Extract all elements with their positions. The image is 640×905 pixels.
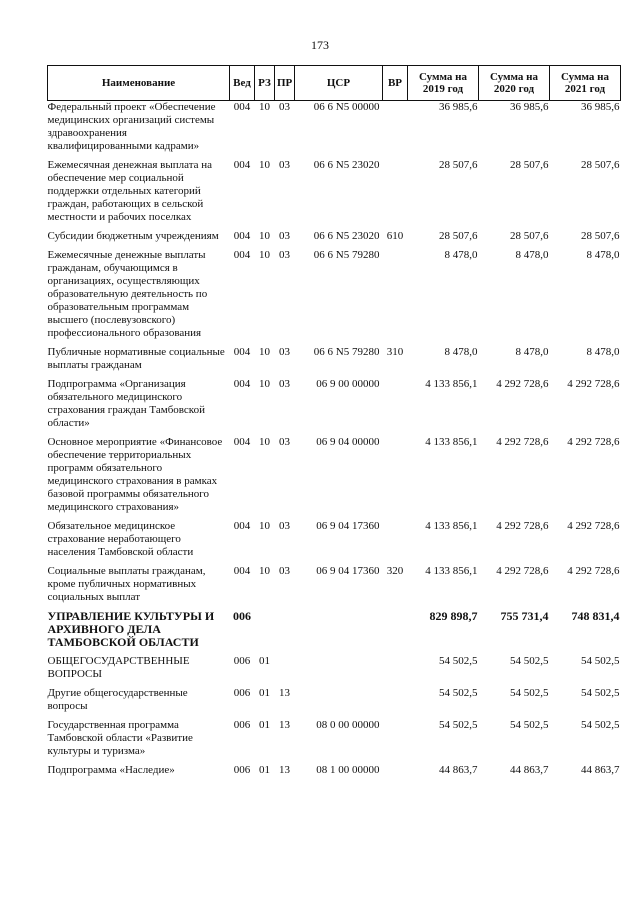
row-pr: 03	[279, 346, 290, 358]
row-sum-2021: 4 292 728,6	[567, 378, 620, 390]
row-sum-2020: 28 507,6	[510, 230, 549, 242]
row-name: Субсидии бюджетным учреждениям	[47, 230, 219, 242]
row-csr: 06 9 04 00000	[316, 436, 380, 448]
row-name: Публичные нормативные социальные выплаты гражданам	[47, 346, 225, 371]
header-sum-2021: Сумма на 2021 год	[550, 66, 621, 101]
row-rz	[255, 610, 275, 655]
row-sum-2019: 54 502,5	[439, 687, 478, 699]
row-vr: 320	[386, 565, 404, 577]
row-rz: 10	[259, 249, 270, 261]
row-ved: 004	[233, 230, 251, 242]
row-name: Социальные выплаты гражданам, кроме публичных нормативных социальных выплат	[47, 565, 206, 603]
row-sum-2021: 4 292 728,6	[567, 436, 620, 448]
row-pr: 03	[279, 565, 290, 577]
row-sum-2019: 44 863,7	[439, 764, 478, 776]
row-ved: 004	[233, 520, 251, 532]
row-name: Основное мероприятие «Финансовое обеспечение территориальных программ обязательного медицинского страхования в рамках базовой программы обязательного медицинского страхования»	[47, 436, 223, 513]
row-sum-2021: 54 502,5	[581, 687, 620, 699]
row-vr	[383, 719, 408, 764]
row-name: Подпрограмма «Организация обязательного медицинского страхования граждан Тамбовской области»	[47, 378, 205, 429]
row-ved: 004	[233, 159, 251, 171]
row-vr	[383, 101, 408, 160]
row-sum-2019: 4 133 856,1	[425, 378, 478, 390]
row-sum-2019: 36 985,6	[439, 101, 478, 113]
row-sum-2021: 28 507,6	[581, 159, 620, 171]
row-name: Ежемесячная денежная выплата на обеспечение мер социальной поддержки отдельных категорий граждан, работающих в сельской местности и рабочих поселках	[47, 159, 213, 223]
row-rz: 10	[259, 346, 270, 358]
row-sum-2020: 755 731,4	[500, 609, 549, 623]
page-number: 173	[311, 38, 329, 52]
row-sum-2020: 54 502,5	[510, 719, 549, 731]
row-name: Обязательное медицинское страхование неработающего населения Тамбовской области	[47, 520, 194, 558]
row-sum-2019: 28 507,6	[439, 159, 478, 171]
row-pr: 13	[279, 687, 290, 699]
table-row	[48, 764, 621, 783]
header-vr: ВР	[383, 66, 408, 101]
row-sum-2019: 4 133 856,1	[425, 520, 478, 532]
row-vr	[383, 249, 408, 346]
row-sum-2021: 28 507,6	[581, 230, 620, 242]
row-ved: 004	[233, 249, 251, 261]
row-name: Федеральный проект «Обеспечение медицинских организаций системы здравоохранения квалифицированными кадрами»	[47, 101, 216, 152]
header-ved: Вед	[230, 66, 255, 101]
table-row	[48, 230, 621, 249]
row-rz: 01	[259, 655, 270, 667]
row-vr	[383, 378, 408, 436]
row-csr: 06 9 00 00000	[316, 378, 380, 390]
row-name: Государственная программа Тамбовской области «Развитие культуры и туризма»	[47, 719, 193, 757]
table-body	[48, 101, 621, 784]
row-sum-2020: 54 502,5	[510, 687, 549, 699]
row-csr: 06 6 N5 79280	[313, 249, 380, 261]
row-sum-2020: 8 478,0	[515, 346, 549, 358]
row-pr: 03	[279, 230, 290, 242]
table-row	[48, 346, 621, 378]
row-vr	[383, 655, 408, 687]
row-name: УПРАВЛЕНИЕ КУЛЬТУРЫ И АРХИВНОГО ДЕЛА ТАМБОВСКОЙ ОБЛАСТИ	[47, 609, 215, 649]
row-sum-2021: 4 292 728,6	[567, 520, 620, 532]
table-row	[48, 687, 621, 719]
table-row	[48, 378, 621, 436]
row-csr: 06 6 N5 79280	[313, 346, 380, 358]
row-sum-2019: 4 133 856,1	[425, 565, 478, 577]
row-sum-2021: 54 502,5	[581, 655, 620, 667]
row-vr	[383, 764, 408, 783]
row-vr: 610	[386, 230, 404, 242]
row-sum-2021: 8 478,0	[586, 346, 620, 358]
row-sum-2021: 4 292 728,6	[567, 565, 620, 577]
row-pr: 03	[279, 520, 290, 532]
table-row	[48, 101, 621, 160]
row-ved: 004	[233, 565, 251, 577]
row-vr	[383, 159, 408, 230]
table-row	[48, 249, 621, 346]
row-rz: 10	[259, 565, 270, 577]
row-sum-2020: 4 292 728,6	[496, 520, 549, 532]
row-vr	[383, 610, 408, 655]
table-row	[48, 159, 621, 230]
row-name: Ежемесячные денежные выплаты гражданам, обучающимся в организациях, осуществляющих образовательную деятельность по образовательным программам высшего (послевузовского) профессионального образования	[47, 249, 208, 339]
row-csr: 08 1 00 00000	[316, 764, 380, 776]
row-sum-2021: 8 478,0	[586, 249, 620, 261]
table-header	[48, 66, 621, 101]
row-rz: 10	[259, 378, 270, 390]
row-name: ОБЩЕГОСУДАРСТВЕННЫЕ ВОПРОСЫ	[47, 655, 190, 680]
row-vr: 310	[386, 346, 404, 358]
row-csr	[295, 610, 383, 655]
row-csr	[295, 655, 383, 687]
row-sum-2021: 748 831,4	[571, 609, 620, 623]
row-rz: 10	[259, 101, 270, 113]
row-rz: 10	[259, 520, 270, 532]
row-name: Другие общегосударственные вопросы	[47, 687, 188, 712]
row-sum-2020: 4 292 728,6	[496, 436, 549, 448]
row-vr	[383, 687, 408, 719]
header-csr: ЦСР	[295, 66, 383, 101]
row-sum-2020: 4 292 728,6	[496, 565, 549, 577]
row-ved: 004	[233, 436, 251, 448]
header-name: Наименование	[48, 66, 230, 101]
row-rz: 01	[259, 687, 270, 699]
row-ved: 006	[233, 687, 251, 699]
budget-table	[47, 65, 621, 783]
row-pr: 03	[279, 378, 290, 390]
row-sum-2020: 54 502,5	[510, 655, 549, 667]
row-csr: 06 6 N5 23020	[313, 159, 380, 171]
row-ved: 006	[233, 764, 251, 776]
row-csr: 06 9 04 17360	[316, 565, 380, 577]
row-vr	[383, 436, 408, 520]
table-row	[48, 520, 621, 565]
row-sum-2019: 8 478,0	[444, 346, 478, 358]
row-sum-2021: 44 863,7	[581, 764, 620, 776]
row-csr: 06 9 04 17360	[316, 520, 380, 532]
row-sum-2019: 4 133 856,1	[425, 436, 478, 448]
row-sum-2020: 8 478,0	[515, 249, 549, 261]
row-rz: 01	[259, 719, 270, 731]
row-sum-2020: 4 292 728,6	[496, 378, 549, 390]
row-ved: 004	[233, 378, 251, 390]
row-pr	[275, 655, 295, 687]
row-ved: 006	[233, 719, 251, 731]
row-pr: 13	[279, 764, 290, 776]
header-sum-2019: Сумма на 2019 год	[408, 66, 479, 101]
row-pr: 13	[279, 719, 290, 731]
row-ved: 004	[233, 346, 251, 358]
row-sum-2020: 28 507,6	[510, 159, 549, 171]
table-row	[48, 719, 621, 764]
row-vr	[383, 520, 408, 565]
row-pr: 03	[279, 101, 290, 113]
header-pr: ПР	[275, 66, 295, 101]
row-sum-2019: 829 898,7	[429, 609, 478, 623]
row-csr: 06 6 N5 00000	[313, 101, 380, 113]
row-sum-2019: 28 507,6	[439, 230, 478, 242]
row-sum-2019: 54 502,5	[439, 719, 478, 731]
header-rz: РЗ	[255, 66, 275, 101]
row-csr: 08 0 00 00000	[316, 719, 380, 731]
row-sum-2021: 54 502,5	[581, 719, 620, 731]
row-pr: 03	[279, 159, 290, 171]
row-pr: 03	[279, 436, 290, 448]
table-row	[48, 436, 621, 520]
row-rz: 10	[259, 436, 270, 448]
row-rz: 10	[259, 159, 270, 171]
row-rz: 10	[259, 230, 270, 242]
row-ved: 006	[233, 609, 251, 623]
row-csr	[295, 687, 383, 719]
row-pr: 03	[279, 249, 290, 261]
row-pr	[275, 610, 295, 655]
row-sum-2020: 36 985,6	[510, 101, 549, 113]
row-ved: 004	[233, 101, 251, 113]
row-sum-2020: 44 863,7	[510, 764, 549, 776]
table-row	[48, 655, 621, 687]
row-sum-2019: 54 502,5	[439, 655, 478, 667]
row-rz: 01	[259, 764, 270, 776]
row-sum-2021: 36 985,6	[581, 101, 620, 113]
header-sum-2020: Сумма на 2020 год	[479, 66, 550, 101]
row-sum-2019: 8 478,0	[444, 249, 478, 261]
row-csr: 06 6 N5 23020	[313, 230, 380, 242]
row-ved: 006	[233, 655, 251, 667]
table-row	[48, 565, 621, 610]
table-row	[48, 610, 621, 655]
row-name: Подпрограмма «Наследие»	[47, 764, 175, 776]
